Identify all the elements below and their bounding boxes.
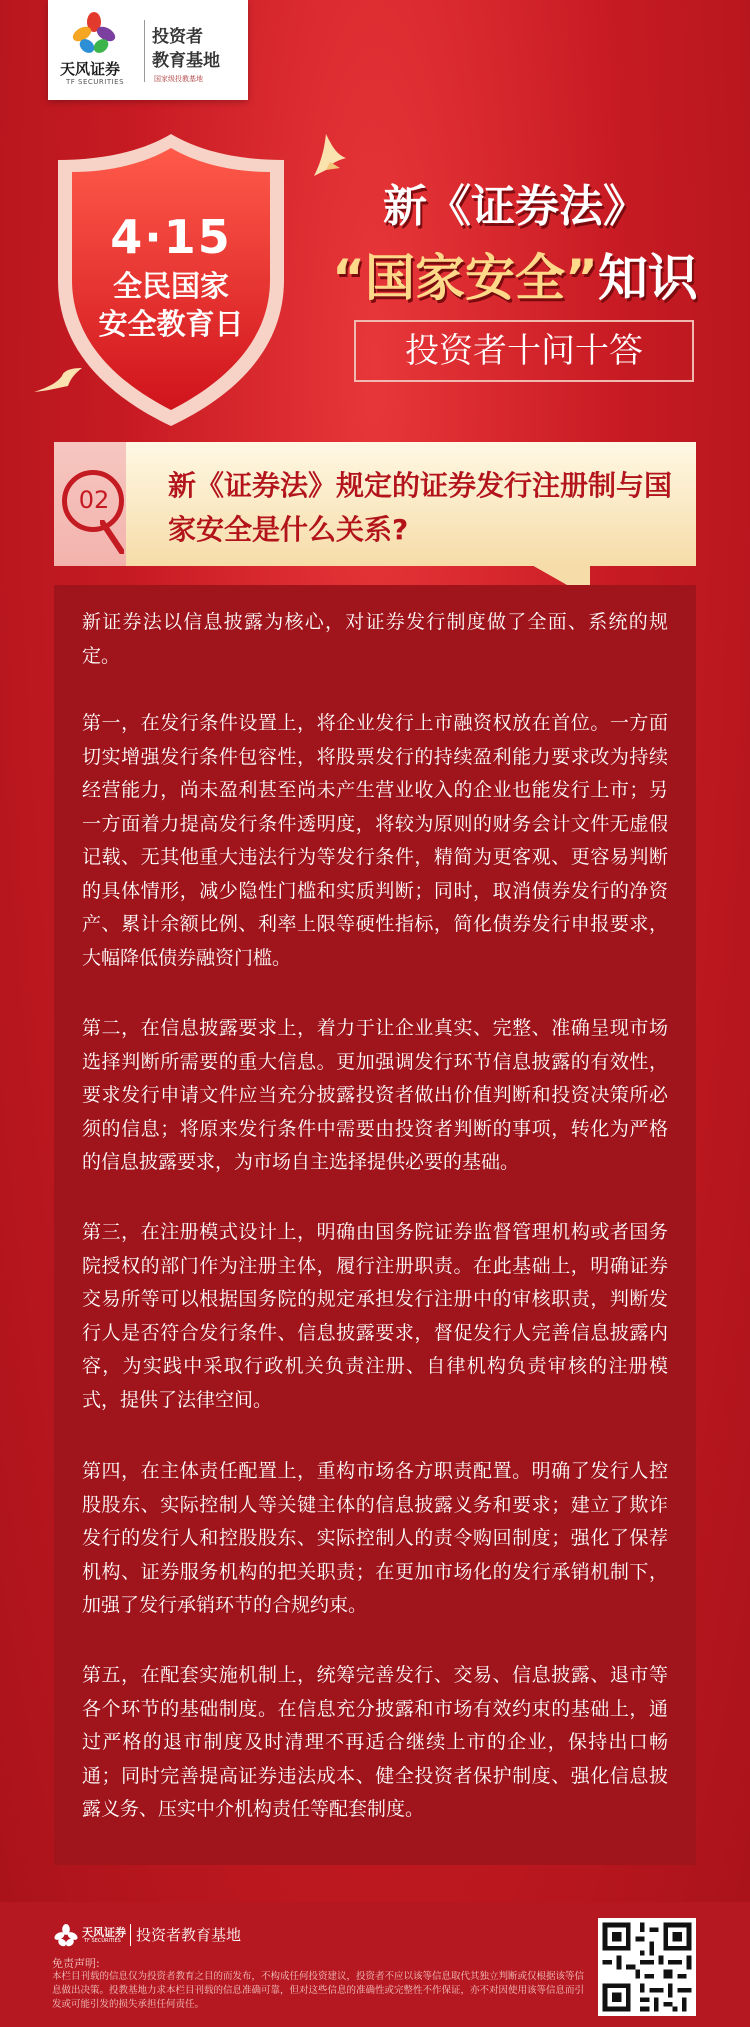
logo-base-line1: 投资者 (152, 27, 203, 47)
question-text: 新《证券法》规定的证券发行注册制与国家安全是什么关系? (168, 469, 673, 546)
paragraph-5: 第五，在配套实施机制上，统筹完善发行、交易、信息披露、退市等各个环节的基础制度。在信息充分披露和市场有效约束的基础上，通过严格的退市制度及时清理不再适合继续上市的企业，保持出口畅通；同时完善提高证券违法成本、健全投资者保护制度、强化信息披露义务、压实中介机构责任等配套制度。 (82, 1664, 668, 1820)
paragraph-2: 第二，在信息披露要求上，着力于让企业真实、完整、准确呈现市场选择判断所需要的重大信息。更加强调发行环节信息披露的有效性，要求发行申请文件应当充分披露投资者做出价值判断和投资决策所必须的信息；将原来发行条件中需要由投资者判断的事项，转化为严格的信息披露要求，为市场自主选择提供必要的基础。 (82, 1017, 668, 1173)
logo-base-line2: 教育基地 (152, 51, 220, 71)
paragraph-1: 第一，在发行条件设置上，将企业发行上市融资权放在首位。一方面切实增强发行条件包容性，将股票发行的持续盈利能力要求改为持续经营能力，尚未盈利甚至尚未产生营业收入的企业也能发行上市；另一方面着力提高发行条件透明度，将较为原则的财务会计文件无虚假记载、无其他重大违法行为等发行条件，精简为更客观、更容易判断的具体情形，减少隐性门槛和实质判断；同时，取消债券发行的净资产、累计余额比例、利率上限等硬性指标，简化债券发行申报要求，大幅降低债券融资门槛。 (82, 712, 668, 969)
paragraph-4: 第四，在主体责任配置上，重构市场各方职责配置。明确了发行人控股股东、实际控制人等关键主体的信息披露义务和要求；建立了欺诈发行的发行人和控股股东、实际控制人的责令购回制度；强化了保荐机构、证券服务机构的把关职责；在更加市场化的发行承销机制下，加强了发行承销环节的合规约束。 (82, 1460, 668, 1616)
dove-icon (32, 366, 84, 396)
q-tail-icon (100, 520, 124, 554)
paragraph-intro: 新证券法以信息披露为核心，对证券发行制度做了全面、系统的规定。 (82, 611, 668, 667)
badge-date: 4·15 (110, 210, 232, 264)
footer-brand: 天风证券 (82, 1926, 126, 1939)
logo-brand-name: 天风证券 (60, 60, 121, 78)
footer-divider (130, 1924, 131, 1946)
footer-base-name: 投资者教育基地 (136, 1926, 242, 1944)
footer-logo-icon (52, 1924, 80, 1948)
title-suffix: 知识 (597, 249, 698, 307)
question-number: 02 (78, 486, 110, 514)
disclaimer-title: 免责声明: (52, 1957, 100, 1970)
logo-brand-en: TF SECURITIES (66, 78, 125, 86)
title-quote: “国家安全” (332, 249, 598, 307)
title-line1: 新《证券法》 (383, 181, 647, 232)
badge-line2: 安全教育日 (98, 307, 244, 341)
disclaimer-text: 本栏目刊载的信息仅为投资者教育之目的而发布，不构成任何投资建议，投资者不应以该等信息取代其独立判断或仅根据该等信息做出决策。投教基地力求本栏目刊载的信息准确可靠，但对这些信息的准确性或完整性不作保证，亦不对因使用该等信息而引发或可能引发的损失承担任何责任。 (52, 1971, 585, 2010)
paragraph-3: 第三，在注册模式设计上，明确由国务院证券监督管理机构或者国务院授权的部门作为注册主体，履行注册职责。在此基础上，明确证券交易所等可以根据国务院的规定承担发行注册中的审核职责，判断发行人是否符合发行条件、信息披露要求，督促发行人完善信息披露内容，为实践中采取行政机关负责注册、自律机构负责审核的注册模式，提供了法律空间。 (82, 1221, 668, 1411)
title-line2 (310, 238, 720, 310)
badge-line1: 全民国家 (112, 269, 229, 303)
logo-divider (144, 20, 145, 82)
logo-card (48, 0, 248, 100)
qr-code-icon (598, 1918, 696, 2016)
footer-brand-en: TF SECURITIES (84, 1938, 121, 1944)
subtitle-box: 投资者十问十答 (354, 320, 694, 382)
logo-base-sub: 国家级投教基地 (154, 75, 203, 83)
